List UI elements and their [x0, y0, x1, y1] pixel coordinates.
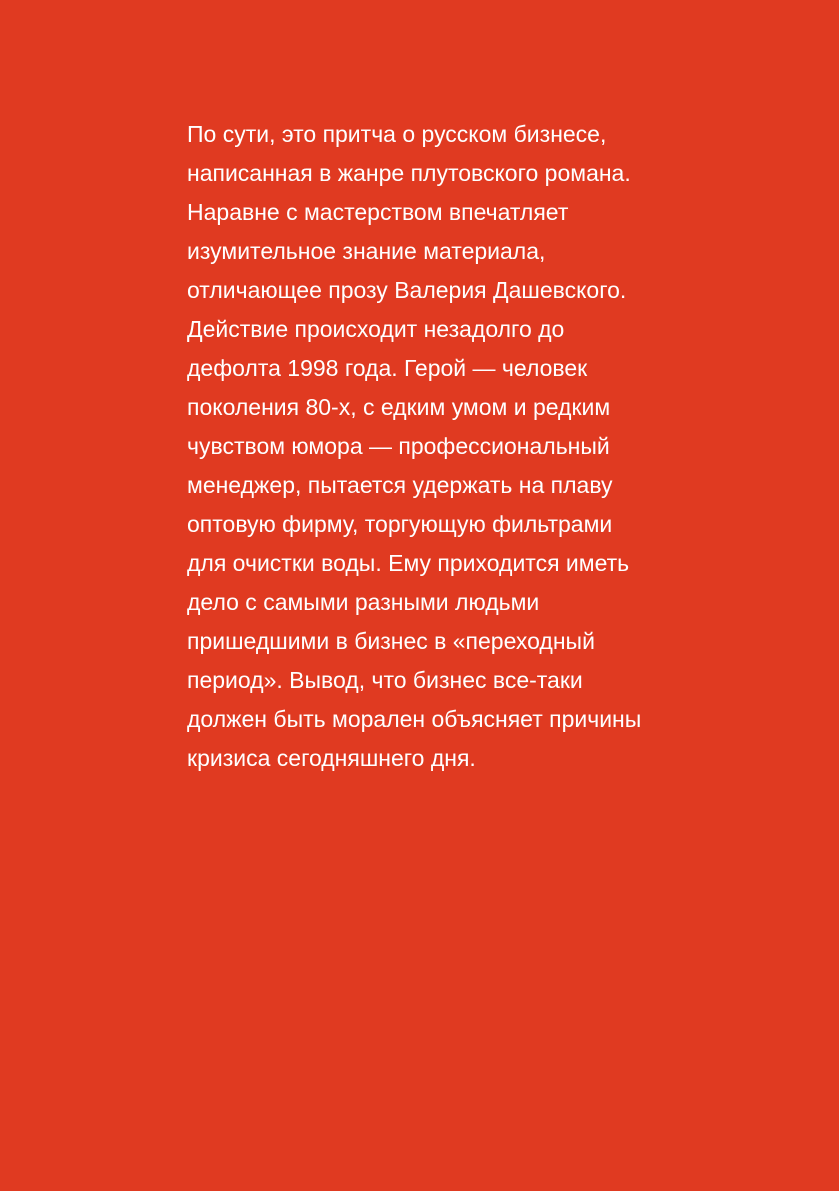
description-line: дело с самыми разными людьми [187, 589, 540, 615]
description-line: написанная в жанре плутовского романа. [187, 160, 631, 186]
description-line: дефолта 1998 года. Герой — человек [187, 355, 588, 381]
book-description [187, 115, 827, 778]
description-line: чувством юмора — профессиональный [187, 433, 610, 459]
description-line: должен быть морален объясняет причины [187, 706, 642, 732]
description-line: поколения 80-х, с едким умом и редким [187, 394, 611, 420]
description-line: изумительное знание материала, [187, 238, 546, 264]
description-line: кризиса сегодняшнего дня. [187, 745, 476, 771]
description-line: оптовую фирму, торгующую фильтрами [187, 511, 613, 537]
description-line: менеджер, пытается удержать на плаву [187, 472, 613, 498]
description-line: период». Вывод, что бизнес все-таки [187, 667, 583, 693]
description-line: отличающее прозу Валерия Дашевского. [187, 277, 627, 303]
description-line: Наравне с мастерством впечатляет [187, 199, 569, 225]
description-line: для очистки воды. Ему приходится иметь [187, 550, 630, 576]
description-line: По сути, это притча о русском бизнесе, [187, 121, 607, 147]
description-line: пришедшими в бизнес в «переходный [187, 628, 595, 654]
description-line: Действие происходит незадолго до [187, 316, 565, 342]
